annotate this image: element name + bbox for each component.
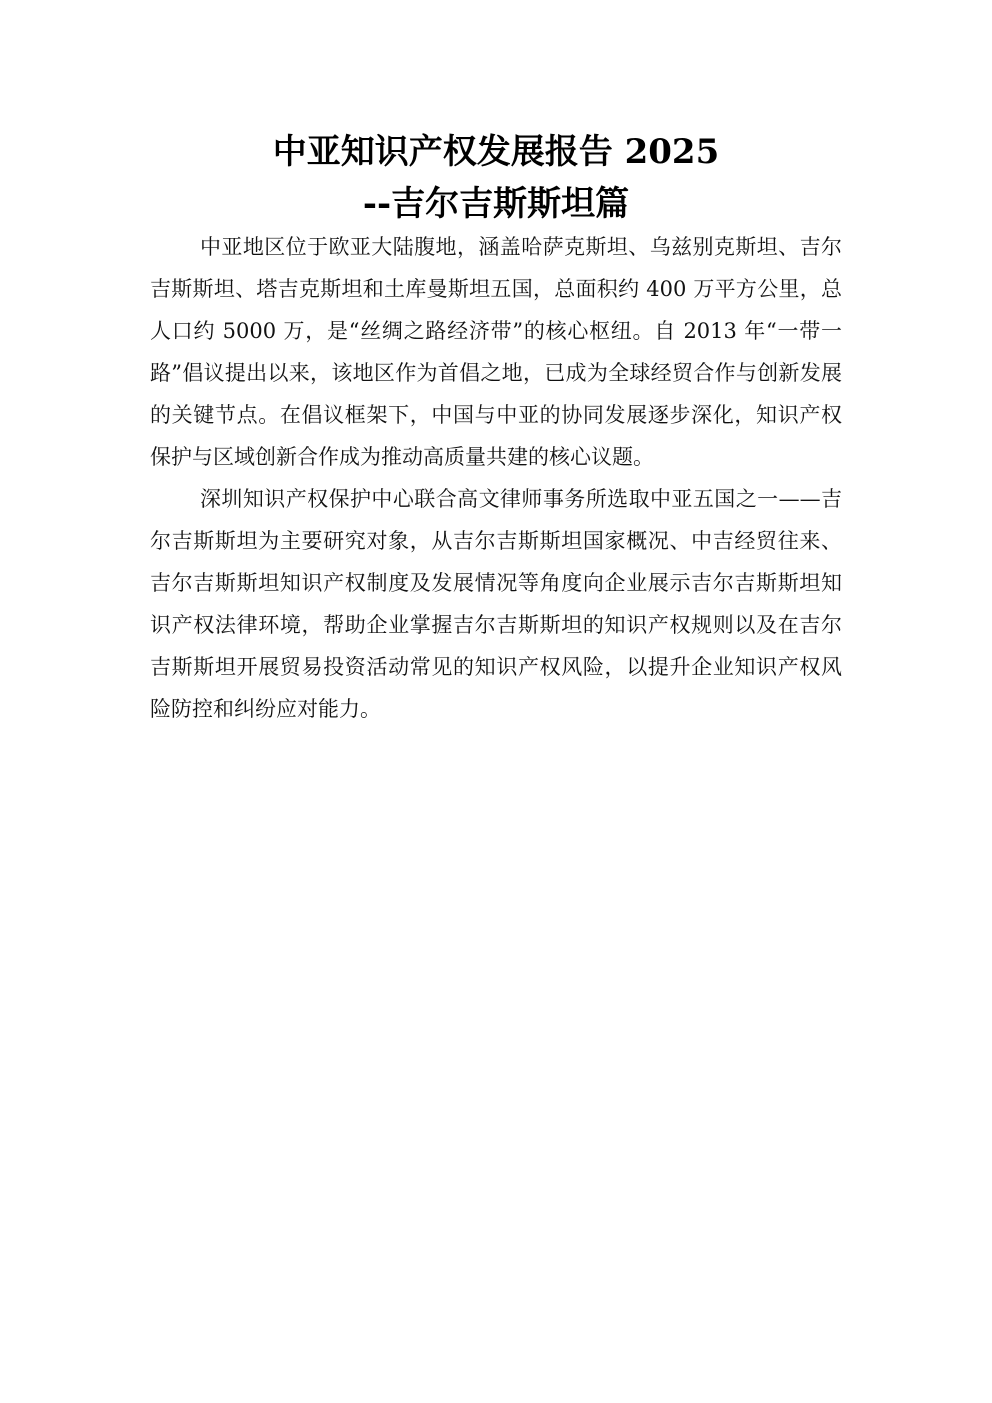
title-line-1: 中亚知识产权发展报告 2025 <box>272 132 720 172</box>
title-line-2: --吉尔吉斯斯坦篇 <box>362 184 630 224</box>
document-body <box>150 226 842 730</box>
document-title <box>0 126 992 230</box>
paragraph-purpose: 深圳知识产权保护中心联合高文律师事务所选取中亚五国之一——吉尔吉斯斯坦为主要研究对象，从吉尔吉斯斯坦国家概况、中吉经贸往来、吉尔吉斯斯坦知识产权制度及发展情况等角度向企业展示吉尔吉斯斯坦知识产权法律环境，帮助企业掌握吉尔吉斯斯坦的知识产权规则以及在吉尔吉斯斯坦开展贸易投资活动常见的知识产权风险，以提升企业知识产权风险防控和纠纷应对能力。 <box>150 487 842 721</box>
paragraph-intro: 中亚地区位于欧亚大陆腹地，涵盖哈萨克斯坦、乌兹别克斯坦、吉尔吉斯斯坦、塔吉克斯坦和土库曼斯坦五国，总面积约 400 万平方公里，总人口约 5000 万，是“丝绸之路经济带”的核心枢纽。自 2013 年“一带一路”倡议提出以来，该地区作为首倡之地，已成为全球经贸合作与创新发展的关键节点。在倡议框架下，中国与中亚的协同发展逐步深化，知识产权保护与区域创新合作成为推动高质量共建的核心议题。 <box>150 235 842 469</box>
